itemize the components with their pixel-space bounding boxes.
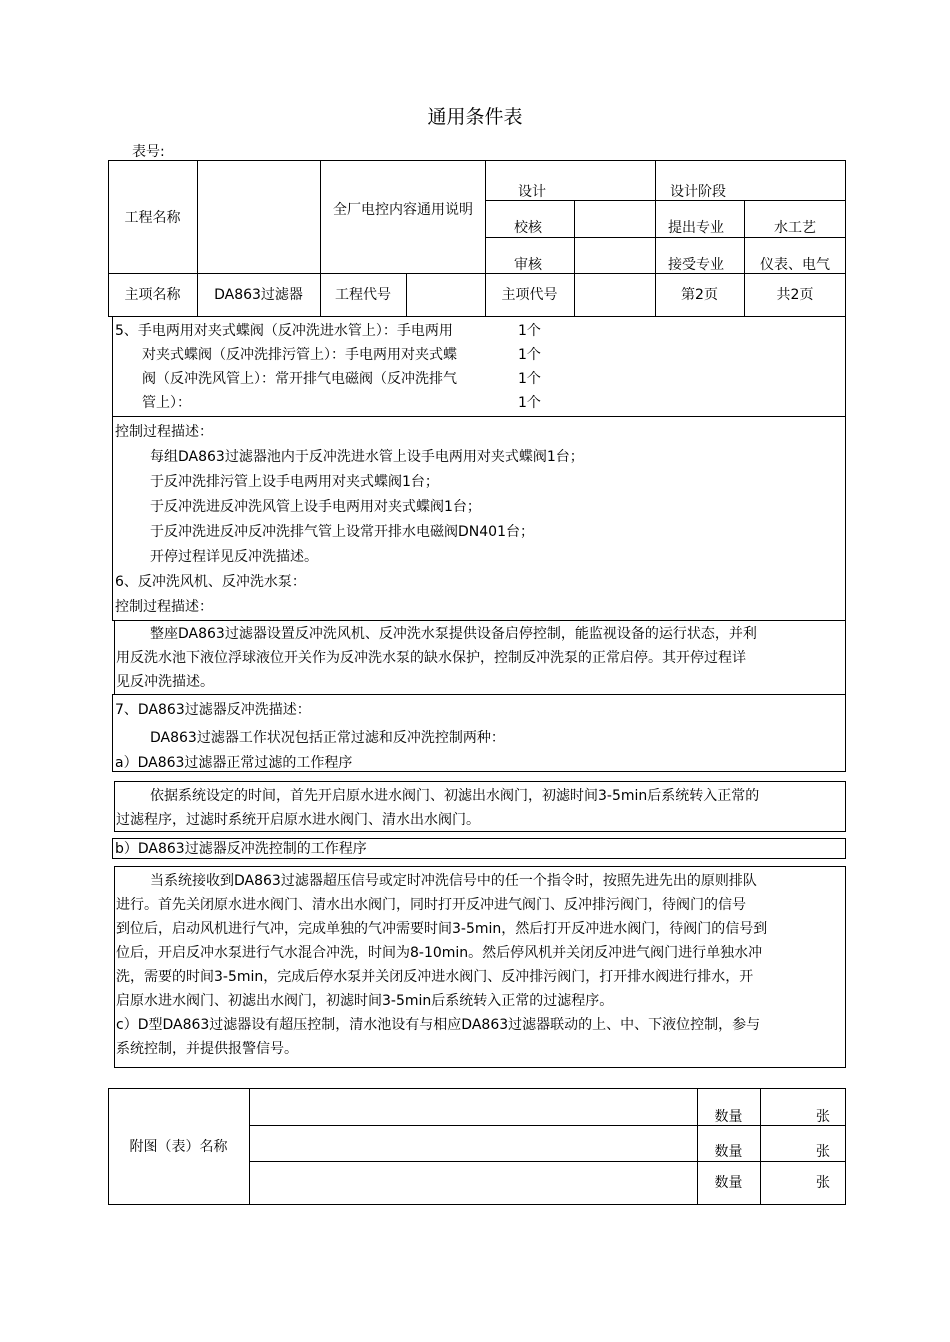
accept-major-label: 接受专业	[668, 257, 724, 273]
page-current: 第2页	[681, 287, 718, 303]
section6-line: 见反冲洗描述。	[116, 674, 214, 690]
control-line: 每组DA863过滤器池内于反冲洗进水管上设手电两用对夹式蝶阀1台；	[150, 449, 584, 465]
section7-b-line: 位后，开启反冲水泵进行气水混合冲洗，时间为8-10min。然后停风机并关闭反冲进气阀门进行单独水冲	[116, 945, 763, 961]
section7-a-line: 过滤程序，过滤时系统开启原水进水阀门、清水出水阀门。	[116, 812, 480, 828]
attachment-unit: 张	[816, 1109, 830, 1125]
section7-heading: 7、DA863过滤器反冲洗描述：	[115, 702, 311, 718]
attachment-unit: 张	[816, 1175, 830, 1191]
attachment-qty-label: 数量	[714, 1175, 743, 1191]
propose-major-label: 提出专业	[668, 220, 724, 236]
control-line: 于反冲洗排污管上设手电两用对夹式蝶阀1台；	[150, 474, 439, 490]
valves-line: 阀（反冲洗风管上）：常开排气电磁阀（反冲洗排气	[142, 371, 457, 387]
section7-b-line: 启原水进水阀门、初滤出水阀门，初滤时间3-5min后系统转入正常的过滤程序。	[116, 993, 614, 1009]
control-line: 开停过程详见反冲洗描述。	[150, 549, 318, 565]
control-heading: 控制过程描述：	[115, 424, 213, 440]
section7-b-line: 当系统接收到DA863过滤器超压信号或定时冲洗信号中的任一个指令时，按照先进先出的原则排队	[150, 873, 757, 889]
valve-quantity: 1个	[518, 323, 541, 339]
valves-line: 5、手电两用对夹式蝶阀（反冲洗进水管上）：手电两用	[115, 323, 453, 339]
accept-major-value: 仪表、电气	[760, 257, 830, 273]
form-number-label: 表号:	[132, 144, 165, 160]
review-label: 审核	[514, 257, 542, 273]
section7-b-title: b）DA863过滤器反冲洗控制的工作程序	[115, 841, 367, 857]
attachment-qty-label: 数量	[714, 1109, 743, 1125]
control-line: 于反冲洗进反冲洗风管上设手电两用对夹式蝶阀1台；	[150, 499, 481, 515]
page-title: 通用条件表	[427, 106, 523, 128]
section7-a-title: a）DA863过滤器正常过滤的工作程序	[115, 755, 353, 771]
design-stage-label: 设计阶段	[670, 184, 726, 200]
project-name-label: 工程名称	[124, 210, 181, 226]
page-total: 共2页	[776, 287, 814, 303]
design-label: 设计	[518, 184, 546, 200]
section6-line: 整座DA863过滤器设置反冲洗风机、反冲洗水泵提供设备启停控制，能监视设备的运行状态，并利	[150, 626, 757, 642]
attachments-label: 附图（表）名称	[129, 1139, 228, 1155]
section7-b-line: 洗，需要的时间3-5min，完成后停水泵并关闭反冲进水阀门、反冲排污阀门，打开排水阀进行排水，开	[116, 969, 754, 985]
section6-control-heading: 控制过程描述：	[115, 599, 213, 615]
section7-c-line: 系统控制，并提供报警信号。	[116, 1041, 298, 1057]
section6-heading: 6、反冲洗风机、反冲洗水泵：	[115, 574, 306, 590]
item-name-label: 主项名称	[124, 287, 181, 303]
item-code-label: 主项代号	[501, 287, 558, 303]
section6-line: 用反洗水池下液位浮球液位开关作为反冲洗水泵的缺水保护，控制反冲洗泵的正常启停。其开停过程详	[116, 650, 746, 666]
section7-a-line: 依据系统设定的时间，首先开启原水进水阀门、初滤出水阀门，初滤时间3-5min后系统转入正常的	[150, 788, 760, 804]
item-name-value: DA863过滤器	[214, 287, 303, 303]
section7-c-line: c）D型DA863过滤器设有超压控制，清水池设有与相应DA863过滤器联动的上、中、下液位控制，参与	[116, 1017, 761, 1033]
section7-intro: DA863过滤器工作状况包括正常过滤和反冲洗控制两种：	[150, 730, 505, 746]
section7-b-line: 到位后，启动风机进行气冲，完成单独的气冲需要时间3-5min，然后打开反冲进水阀门，待阀门的信号到	[116, 921, 768, 937]
attachment-unit: 张	[816, 1144, 830, 1160]
valve-quantity: 1个	[518, 347, 541, 363]
project-code-label: 工程代号	[335, 287, 391, 303]
check-label: 校核	[514, 220, 542, 236]
control-line: 于反冲洗进反冲反冲洗排气管上设常开排水电磁阀DN401台；	[150, 524, 534, 540]
section7-b-line: 进行。首先关闭原水进水阀门、清水出水阀门，同时打开反冲进气阀门、反冲排污阀门，待阀门的信号	[116, 897, 746, 913]
valve-quantity: 1个	[518, 395, 541, 411]
propose-major-value: 水工艺	[774, 220, 816, 236]
valves-line: 管上）：	[142, 395, 191, 411]
valves-line: 对夹式蝶阀（反冲洗排污管上）：手电两用对夹式蝶	[142, 347, 457, 363]
valve-quantity: 1个	[518, 371, 541, 387]
attachment-qty-label: 数量	[714, 1144, 743, 1160]
project-description: 全厂电控内容通用说明	[333, 202, 473, 218]
